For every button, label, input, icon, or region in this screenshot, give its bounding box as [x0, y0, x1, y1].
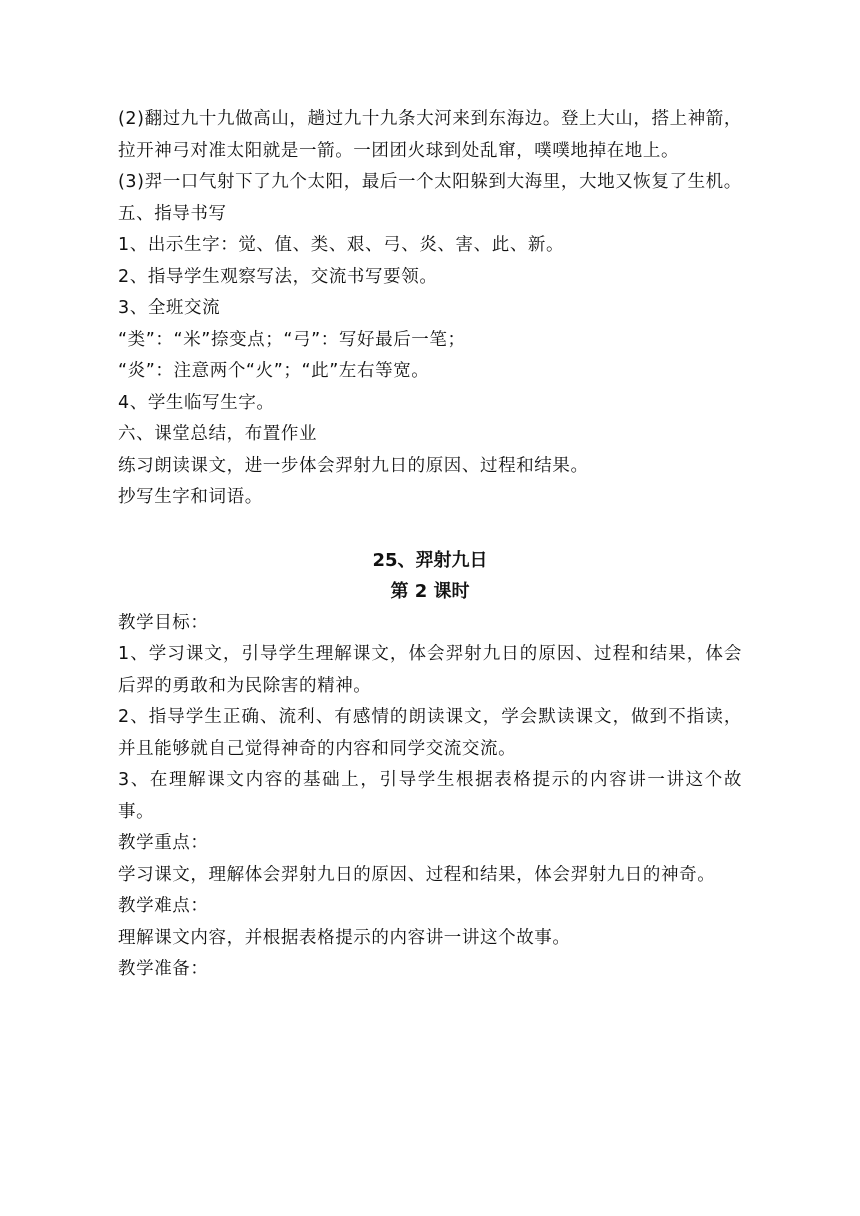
key-points-label: 教学重点： — [118, 833, 209, 853]
difficulties-text: 理解课文内容，并根据表格提示的内容讲一讲这个故事。 — [118, 927, 571, 948]
goal-1: 1、学习课文，引导学生理解课文，体会羿射九日的原因、过程和结果，体会后羿的勇敢和为民除害的精神。 — [118, 644, 742, 696]
section-5-title: 五、指导书写 — [118, 203, 227, 224]
difficulties-label: 教学难点： — [118, 896, 209, 916]
section-5-item-3-detail-a: “类”：“米”捺变点；“弓”：写好最后一笔； — [118, 329, 466, 350]
lesson-title: 25、羿射九日 — [372, 549, 488, 571]
section-6-item-2: 抄写生字和词语。 — [118, 487, 263, 507]
goals-label: 教学目标： — [118, 612, 209, 633]
section-6-item-1: 练习朗读课文，进一步体会羿射九日的原因、过程和结果。 — [118, 455, 589, 476]
section-5-item-4: 4、学生临写生字。 — [118, 392, 275, 413]
section-5-item-1: 1、出示生字：觉、值、类、艰、弓、炎、害、此、新。 — [118, 235, 565, 255]
lesson-subtitle: 第 2 课时 — [390, 581, 470, 602]
section-5-item-2: 2、指导学生观察写法，交流书写要领。 — [118, 266, 438, 287]
goal-2: 2、指导学生正确、流利、有感情的朗读课文，学会默读课文，做到不指读，并且能够就自己觉得神奇的内容和同学交流交流。 — [118, 707, 742, 759]
key-points-text: 学习课文，理解体会羿射九日的原因、过程和结果，体会羿射九日的神奇。 — [118, 864, 716, 885]
section-5-item-3-detail-b: “炎”：注意两个“火”；“此”左右等宽。 — [118, 361, 430, 381]
section-5-item-3: 3、全班交流 — [118, 298, 221, 318]
section-6-title: 六、课堂总结，布置作业 — [118, 424, 318, 444]
blank-line — [118, 514, 742, 545]
story-paragraph-2: (2)翻过九十九做高山，趟过九十九条大河来到东海边。登上大山，搭上神箭，拉开神弓对准太阳就是一箭。一团团火球到处乱窜，噗噗地掉在地上。 — [118, 109, 742, 161]
story-paragraph-3: (3)羿一口气射下了九个太阳，最后一个太阳躲到大海里，大地又恢复了生机。 — [118, 172, 742, 192]
preparation-label: 教学准备： — [118, 959, 209, 979]
goal-3: 3、在理解课文内容的基础上，引导学生根据表格提示的内容讲一讲这个故事。 — [118, 770, 742, 822]
document-page — [118, 104, 742, 986]
